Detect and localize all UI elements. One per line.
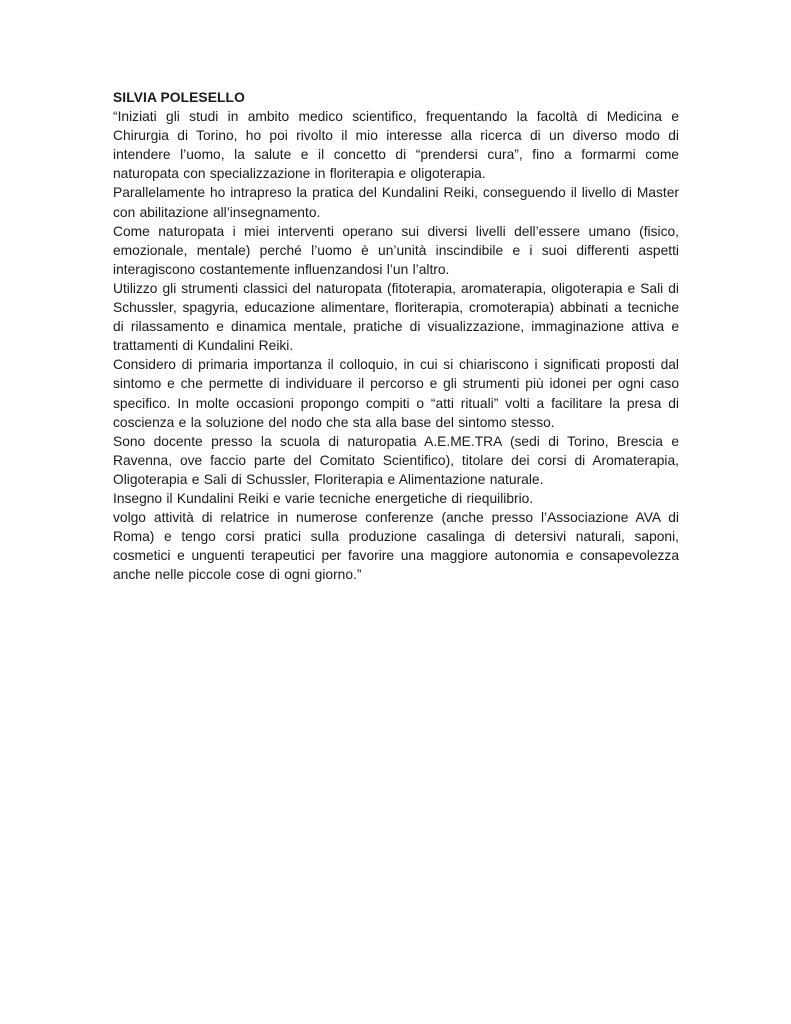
bio-paragraph-kundalini-master: Parallelamente ho intrapreso la pratica del Kundalini Reiki, conseguendo il livello di Master con abilitazione all’insegnamento.	[113, 185, 679, 220]
bio-paragraph-docente: Sono docente presso la scuola di naturopatia A.E.ME.TRA (sedi di Torino, Brescia e Ravenna, ove faccio parte del Comitato Scientifico), titolare dei corsi di Aromaterapia, Oligoterapia e Sali di Schussler, Floriterapia e Alimentazione naturale.	[113, 433, 679, 487]
bio-paragraph-studies: “Iniziati gli studi in ambito medico scientifico, frequentando la facoltà di Medicina e Chirurgia di Torino, ho poi rivolto il mio interesse alla ricerca di un diverso modo di intendere l’uomo, la salute e il concetto di “prendersi cura”, fino a formarmi come naturopata con specializzazione in floriterapia e oligoterapia.	[113, 109, 679, 182]
bio-paragraph-naturopata-livelli: Come naturopata i miei interventi operano sui diversi livelli dell’essere umano (fisico, emozionale, mentale) perché l’uomo è un’unità inscindibile e i suoi differenti aspetti interagiscono costantemente influenzandosi l’un l’altro.	[113, 223, 679, 277]
document-page	[113, 88, 679, 584]
bio-paragraph-conferenze: volgo attività di relatrice in numerose conferenze (anche presso l’Associazione AVA di Roma) e tengo corsi pratici sulla produzione casalinga di detersivi naturali, saponi, cosmetici e unguenti terapeutici per favorire una maggiore autonomia e consapevolezza anche nelle piccole cose di ogni giorno.”	[113, 510, 679, 583]
bio-paragraph-colloquio: Considero di primaria importanza il colloquio, in cui si chiariscono i significati proposti dal sintomo e che permette di individuare il percorso e gli strumenti più idonei per ogni caso specifico. In molte occasioni propongo compiti o “atti rituali” volti a facilitare la presa di coscienza e la soluzione del nodo che sta alla base del sintomo stesso.	[113, 357, 679, 430]
author-name-heading: SILVIA POLESELLO	[113, 90, 245, 105]
bio-paragraph-strumenti: Utilizzo gli strumenti classici del naturopata (fitoterapia, aromaterapia, oligoterapia e Sali di Schussler, spagyria, educazione alimentare, floriterapia, cromoterapia) abbinati a tecniche di rilassamento e dinamica mentale, pratiche di visualizzazione, immaginazione attiva e trattamenti di Kundalini Reiki.	[113, 280, 679, 354]
bio-paragraph-insegno-reiki: Insegno il Kundalini Reiki e varie tecniche energetiche di riequilibrio.	[113, 490, 534, 506]
